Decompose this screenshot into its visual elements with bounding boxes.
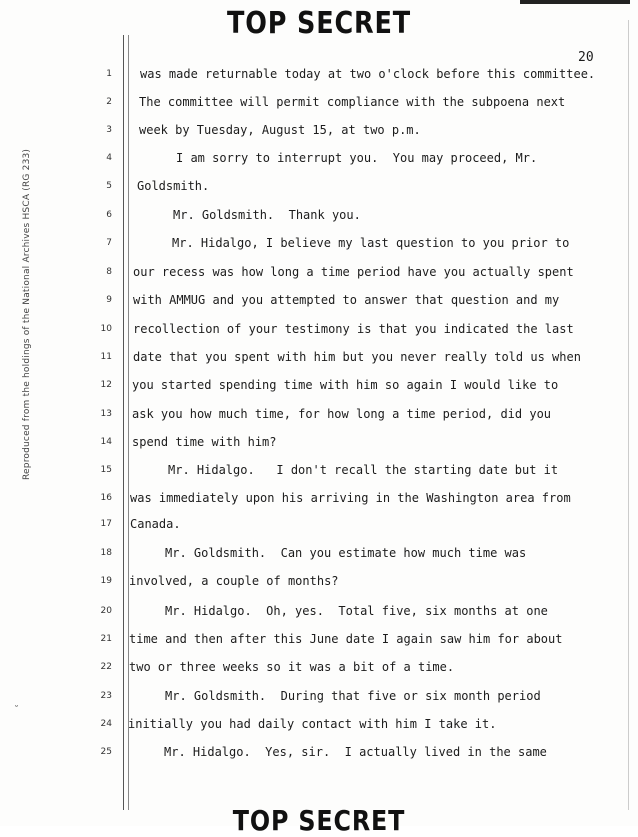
archive-reproduction-note: Reproduced from the holdings of the National Archives HSCA (RG 233): [22, 148, 32, 480]
margin-tick-mark: ˘: [14, 705, 19, 716]
line-text: you started spending time with him so again I would like to: [132, 378, 559, 392]
line-text: Goldsmith.: [137, 179, 210, 193]
transcript-line: [0, 491, 638, 511]
line-number: 5: [106, 181, 112, 191]
line-text: involved, a couple of months?: [129, 574, 339, 588]
line-text: with AMMUG and you attempted to answer that question and my: [133, 293, 560, 307]
line-number: 6: [106, 210, 112, 220]
transcript-line: [0, 745, 638, 765]
line-number: 7: [106, 238, 112, 248]
line-number: 11: [100, 352, 112, 362]
line-text: Mr. Goldsmith. Can you estimate how much time was: [165, 546, 527, 560]
transcript-line: [0, 265, 638, 285]
line-text: our recess was how long a time period have you actually spent: [133, 265, 574, 279]
line-text: Mr. Hidalgo. I don't recall the starting date but it: [168, 463, 559, 477]
line-number: 19: [100, 576, 112, 586]
line-number: 24: [100, 719, 112, 729]
transcript-line: [0, 378, 638, 398]
transcript-line: [0, 350, 638, 370]
transcript-line: [0, 435, 638, 455]
transcript-line: [0, 179, 638, 199]
classification-stamp-top: TOP SECRET: [226, 6, 412, 41]
classification-stamp-bottom: TOP SECRET: [232, 804, 406, 837]
transcript-line: [0, 604, 638, 624]
line-text: time and then after this June date I again saw him for about: [129, 632, 563, 646]
line-text: week by Tuesday, August 15, at two p.m.: [139, 123, 421, 137]
transcript-line: [0, 574, 638, 594]
transcript-line: [0, 208, 638, 228]
line-number: 17: [100, 519, 112, 529]
line-number: 22: [100, 662, 112, 672]
transcript-line: [0, 236, 638, 256]
line-text: was made returnable today at two o'clock before this committee.: [140, 67, 596, 81]
transcript-line: [0, 67, 638, 87]
line-number: 13: [100, 409, 112, 419]
line-text: ask you how much time, for how long a time period, did you: [132, 407, 552, 421]
line-text: two or three weeks so it was a bit of a time.: [129, 660, 455, 674]
line-number: 8: [106, 267, 112, 277]
line-number: 12: [100, 380, 112, 390]
line-text: Canada.: [130, 517, 181, 531]
transcript-line: [0, 407, 638, 427]
line-text: spend time with him?: [132, 435, 277, 449]
transcript-line: [0, 632, 638, 652]
line-number: 3: [106, 125, 112, 135]
line-number: 2: [106, 97, 112, 107]
line-text: I am sorry to interrupt you. You may proceed, Mr.: [176, 151, 538, 165]
line-text: Mr. Goldsmith. Thank you.: [173, 208, 361, 222]
scan-edge-mark: [520, 0, 630, 4]
transcript-line: [0, 95, 638, 115]
transcript-line: [0, 322, 638, 342]
transcript-line: [0, 123, 638, 143]
line-text: recollection of your testimony is that you indicated the last: [133, 322, 574, 336]
transcript-line: [0, 546, 638, 566]
line-text: Mr. Hidalgo, I believe my last question to you prior to: [172, 236, 570, 250]
line-number: 15: [100, 465, 112, 475]
transcript-line: [0, 660, 638, 680]
line-number: 9: [106, 295, 112, 305]
line-text: Mr. Hidalgo. Oh, yes. Total five, six months at one: [165, 604, 548, 618]
line-text: initially you had daily contact with him I take it.: [128, 717, 497, 731]
line-number: 21: [100, 634, 112, 644]
transcript-line: [0, 517, 638, 537]
line-number: 18: [100, 548, 112, 558]
line-number: 10: [100, 324, 112, 334]
line-number: 20: [100, 606, 112, 616]
transcript-line: [0, 717, 638, 737]
line-text: Mr. Goldsmith. During that five or six month period: [165, 689, 541, 703]
line-number: 23: [100, 691, 112, 701]
transcript-line: [0, 689, 638, 709]
line-number: 25: [100, 747, 112, 757]
transcript-line: [0, 151, 638, 171]
transcript-line: [0, 293, 638, 313]
line-text: The committee will permit compliance with the subpoena next: [139, 95, 566, 109]
line-text: was immediately upon his arriving in the Washington area from: [130, 491, 571, 505]
line-number: 1: [106, 69, 112, 79]
line-number: 14: [100, 437, 112, 447]
line-number: 16: [100, 493, 112, 503]
line-number: 4: [106, 153, 112, 163]
page-number: 20: [578, 50, 594, 65]
line-text: date that you spent with him but you never really told us when: [133, 350, 581, 364]
transcript-line: [0, 463, 638, 483]
line-text: Mr. Hidalgo. Yes, sir. I actually lived in the same: [164, 745, 547, 759]
